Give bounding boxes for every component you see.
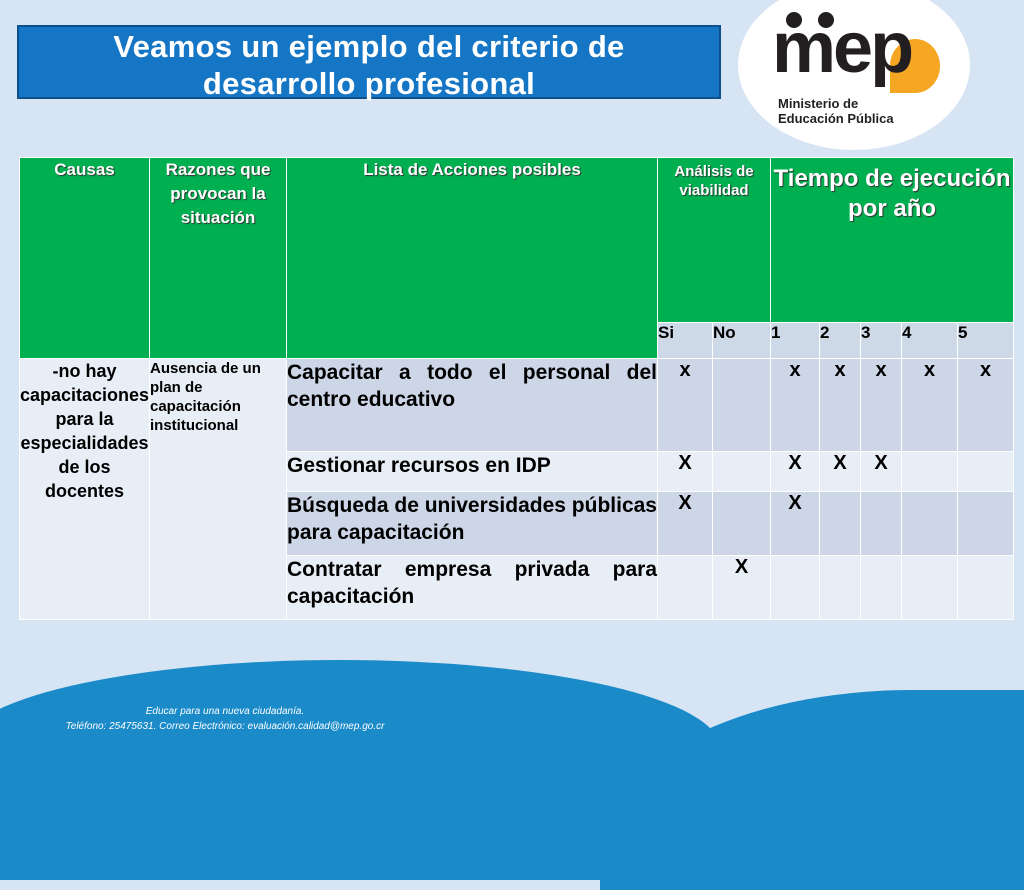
header-tiempo: Tiempo de ejecución por año (771, 158, 1014, 323)
year-1-cell (771, 556, 820, 620)
footer (0, 704, 450, 734)
logo-subtitle-line-2: Educación Pública (778, 111, 894, 126)
causa-cell: -no hay capacitaciones para la especialidades de los docentes (20, 359, 150, 620)
header-analisis: Análisis de viabilidad (658, 158, 771, 323)
logo-text: mep (772, 8, 912, 88)
header-acciones: Lista de Acciones posibles (287, 158, 658, 359)
accion-cell: Gestionar recursos en IDP (287, 452, 658, 492)
subheader-year-4: 4 (902, 323, 958, 359)
header-razones: Razones que provocan la situación (150, 158, 287, 359)
logo-subtitle (778, 96, 894, 126)
year-2-cell (820, 556, 861, 620)
razon-cell: Ausencia de un plan de capacitación institucional (150, 359, 287, 620)
subheader-si: Si (658, 323, 713, 359)
logo-subtitle-line-1: Ministerio de (778, 96, 859, 111)
no-cell (713, 359, 771, 452)
si-cell (658, 556, 713, 620)
si-cell: X (658, 492, 713, 556)
year-4-cell: x (902, 359, 958, 452)
year-3-cell: X (861, 452, 902, 492)
accion-cell: Búsqueda de universidades públicas para capacitación (287, 492, 658, 556)
accion-cell: Capacitar a todo el personal del centro educativo (287, 359, 658, 452)
year-2-cell: X (820, 452, 861, 492)
footer-line-1: Educar para una nueva ciudadanía. (145, 706, 305, 717)
year-5-cell (958, 556, 1014, 620)
criteria-table (19, 157, 1014, 620)
year-3-cell (861, 556, 902, 620)
subheader-year-3: 3 (861, 323, 902, 359)
slide-title (17, 25, 721, 99)
no-cell (713, 492, 771, 556)
accion-cell: Contratar empresa privada para capacitación (287, 556, 658, 620)
year-1-cell: x (771, 359, 820, 452)
subheader-no: No (713, 323, 771, 359)
footer-line-2: Teléfono: 25475631. Correo Electrónico: evaluación.calidad@mep.go.cr (65, 721, 385, 732)
year-2-cell: x (820, 359, 861, 452)
subheader-year-5: 5 (958, 323, 1014, 359)
si-cell: X (658, 452, 713, 492)
header-causas: Causas (20, 158, 150, 359)
subheader-year-2: 2 (820, 323, 861, 359)
year-2-cell (820, 492, 861, 556)
no-cell (713, 452, 771, 492)
year-5-cell (958, 492, 1014, 556)
year-4-cell (902, 556, 958, 620)
year-5-cell: x (958, 359, 1014, 452)
year-4-cell (902, 452, 958, 492)
year-3-cell: x (861, 359, 902, 452)
title-line-2: desarrollo profesional (202, 66, 536, 101)
year-3-cell (861, 492, 902, 556)
year-1-cell: X (771, 452, 820, 492)
table-row (20, 359, 1014, 452)
si-cell: x (658, 359, 713, 452)
year-4-cell (902, 492, 958, 556)
year-5-cell (958, 452, 1014, 492)
title-line-1: Veamos un ejemplo del criterio de (113, 29, 625, 64)
year-1-cell: X (771, 492, 820, 556)
no-cell: X (713, 556, 771, 620)
subheader-year-1: 1 (771, 323, 820, 359)
